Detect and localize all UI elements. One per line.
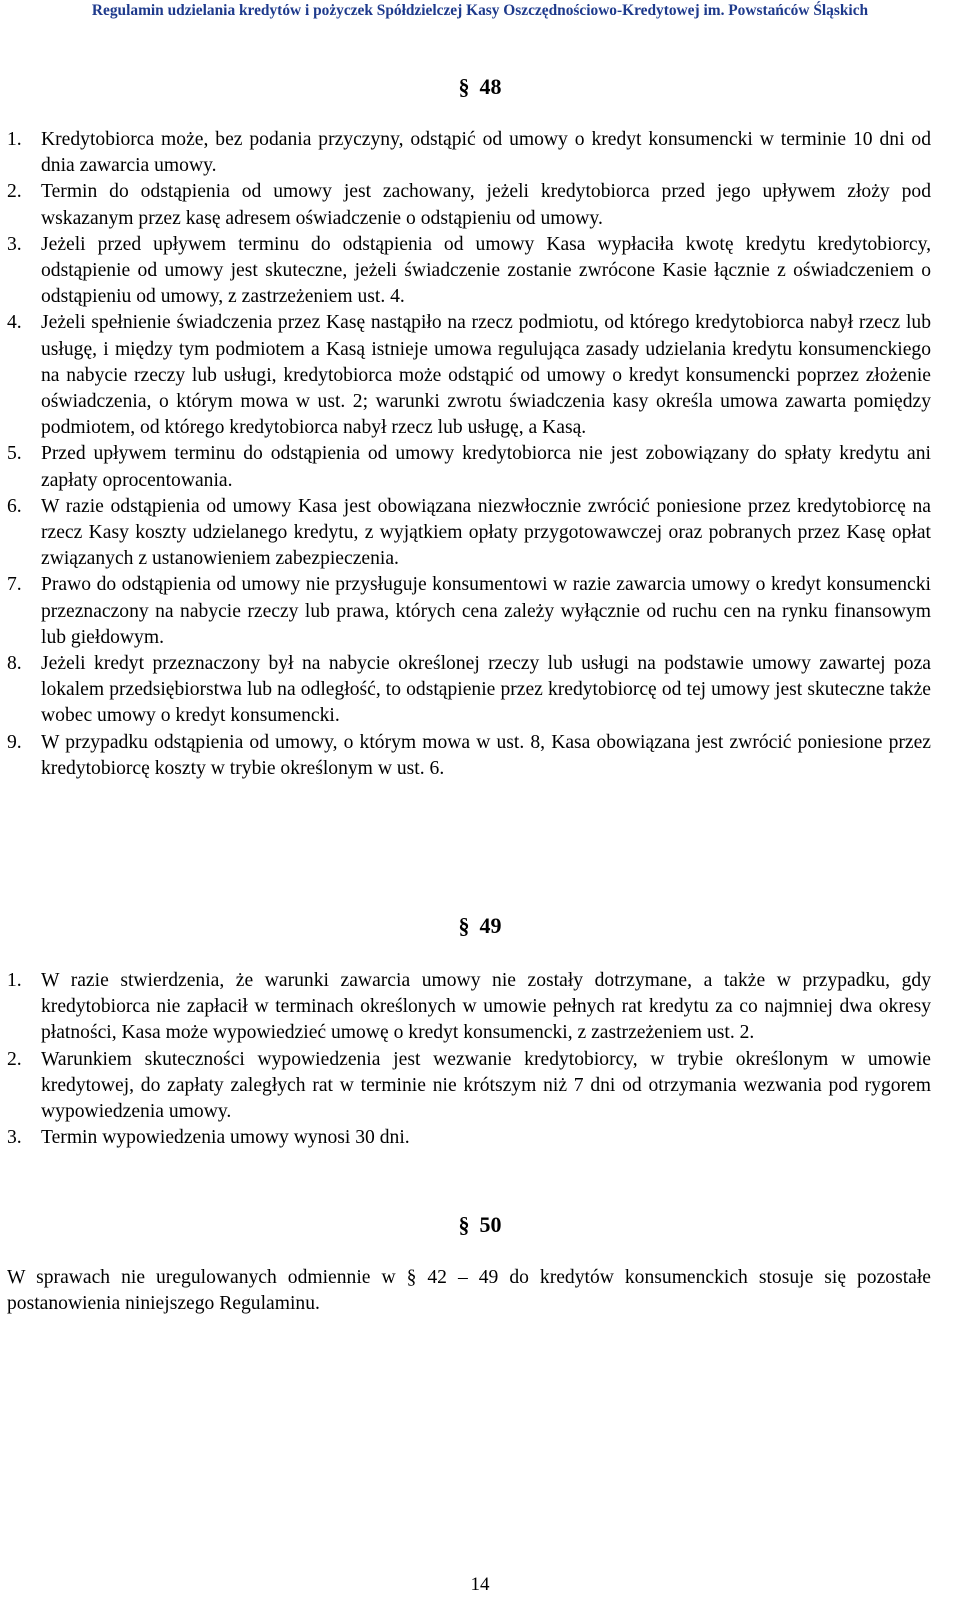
list-item [7,572,931,651]
item-number: 4. [7,312,22,334]
section-heading-50 [0,1212,960,1238]
list-item [7,494,931,573]
item-number: 9. [7,731,22,753]
section-number: 50 [479,1212,502,1237]
item-text: Jeżeli kredyt przeznaczony był na nabycie określonej rzeczy lub usługi na podstawie umowy zawartej poza lokalem przedsiębiorstwa lub na odległość, to odstąpienie przez kredytobiorcę od tej umowy jest skuteczne także wobec umowy o kredyt konsumencki. [41,653,931,727]
item-text: Termin wypowiedzenia umowy wynosi 30 dni. [41,1127,410,1149]
section-symbol: § [458,74,470,99]
item-text: Jeżeli spełnienie świadczenia przez Kasę nastąpiło na rzecz podmiotu, od którego kredytobiorca nabył rzecz lub usługę, i między tym podmiotem a Kasą istnieje umowa regulująca zasady udzielania kredytu konsumenckiego na nabycie rzeczy lub usługi, kredytobiorca może odstąpić od umowy o kredyt konsumencki poprzez złożenie oświadczenia, o którym mowa w ust. 2; warunki zwrotu świadczenia kasy określa umowa zawarta pomiędzy podmiotem, od którego kredytobiorca nabył rzecz lub usługę, a Kasą. [41,312,931,439]
item-number: 1. [7,129,22,150]
item-number: 5. [7,443,22,465]
section-symbol: § [458,1212,470,1237]
list-item [7,127,931,179]
item-text: Przed upływem terminu do odstąpienia od umowy kredytobiorca nie jest zobowiązany do spłaty kredytu ani zapłaty oprocentowania. [41,443,931,491]
document-header: Regulamin udzielania kredytów i pożyczek Spółdzielczej Kasy Oszczędnościowo-Kredytowej im. Powstańców Śląskich [91,2,869,19]
section-48-list [7,127,931,782]
item-number: 1. [7,970,22,991]
item-text: W razie stwierdzenia, że warunki zawarcia umowy nie zostały dotrzymane, a także w przypadku, gdy kredytobiorca nie zapłacił w terminach określonych w umowie pełnych rat kredytu za co najmniej dwa okresy płatności, Kasa może wypowiedzieć umowę o kredyt konsumencki, z zastrzeżeniem ust. 2. [41,970,931,1044]
list-item [7,179,931,231]
list-item [7,310,931,441]
item-number: 8. [7,653,22,675]
item-text: W razie odstąpienia od umowy Kasa jest obowiązana niezwłocznie zwrócić poniesione przez kredytobiorcę na rzecz Kasy koszty udzielanego kredytu, z wyjątkiem opłaty przygotowawczej oraz pobranych przez Kasę opłat związanych z ustanowieniem zabezpieczenia. [41,495,931,570]
section-heading-48 [0,74,960,100]
item-text: Kredytobiorca może, bez podania przyczyny, odstąpić od umowy o kredyt konsumencki w terminie 10 dni od dnia zawarcia umowy. [41,129,931,177]
list-item [7,441,931,493]
section-heading-49 [0,913,960,939]
section-49-list [7,968,931,1151]
item-number: 2. [7,1048,22,1070]
item-text: Warunkiem skuteczności wypowiedzenia jest wezwanie kredytobiorcy, w trybie określonym w umowie kredytowej, do zapłaty zaległych rat w terminie nie krótszym niż 7 dni od otrzymania wezwania pod rygorem wypowiedzenia umowy. [41,1048,931,1123]
list-item [7,730,931,782]
section-symbol: § [458,913,470,938]
section-number: 48 [479,74,502,99]
list-item [7,1047,931,1126]
section-number: 49 [479,913,502,938]
item-text: Termin do odstąpienia od umowy jest zachowany, jeżeli kredytobiorca przed jego upływem złoży pod wskazanym przez kasę adresem oświadczenie o odstąpieniu od umowy. [41,181,931,229]
list-item [7,1125,931,1151]
list-item [7,232,931,311]
page-number: 14 [470,1574,490,1595]
item-number: 3. [7,1127,22,1149]
item-number: 7. [7,574,22,596]
section-50-paragraph: W sprawach nie uregulowanych odmiennie w § 42 – 49 do kredytów konsumenckich stosuje się pozostałe postanowienia niniejszego Regulaminu. [7,1267,931,1315]
list-item [7,651,931,730]
item-number: 6. [7,495,22,517]
item-text: Prawo do odstąpienia od umowy nie przysługuje konsumentowi w razie zawarcia umowy o kredyt konsumencki przeznaczony na nabycie rzeczy lub prawa, których cena zależy wyłącznie od ruchu cen na rynku finansowym lub giełdowym. [41,574,931,648]
list-item [7,968,931,1047]
item-text: W przypadku odstąpienia od umowy, o którym mowa w ust. 8, Kasa obowiązana jest zwrócić poniesione przez kredytobiorcę koszty w trybie określonym w ust. 6. [41,731,931,779]
item-text: Jeżeli przed upływem terminu do odstąpienia od umowy Kasa wypłaciła kwotę kredytu kredytobiorcy, odstąpienie od umowy jest skuteczne, jeżeli świadczenie zostanie zwrócone Kasie łącznie z oświadczeniem o odstąpieniu od umowy, z zastrzeżeniem ust. 4. [41,233,931,308]
item-number: 2. [7,181,22,203]
item-number: 3. [7,233,22,255]
